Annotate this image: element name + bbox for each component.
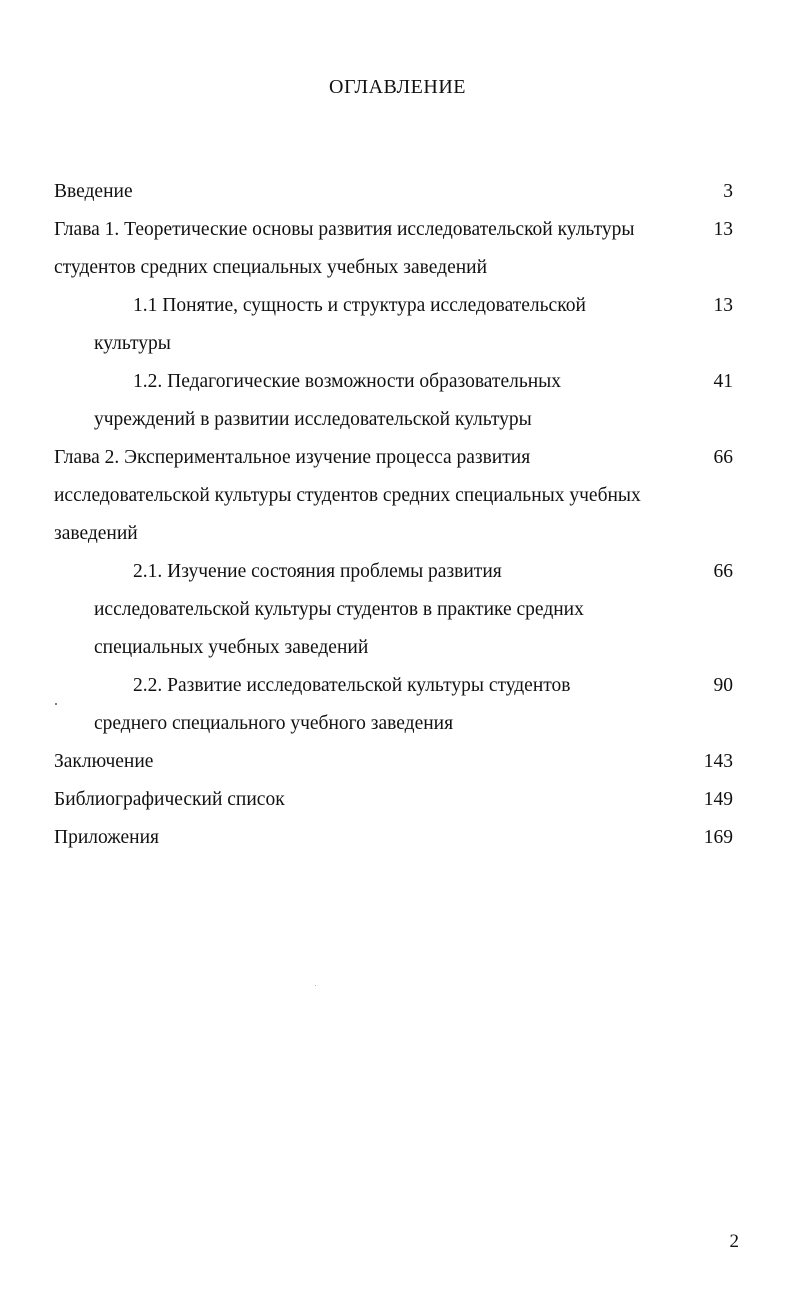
toc-section21-line2: исследовательской культуры студентов в практике средних (94, 599, 584, 620)
toc-section11-page: 13 (713, 295, 733, 316)
toc-section12-line2: учреждений в развитии исследовательской культуры (94, 409, 532, 430)
toc-bibliography-label: Библиографический список (54, 789, 285, 810)
toc-section12-page: 41 (713, 371, 733, 392)
toc-section11-line1: 1.1 Понятие, сущность и структура исследовательской (133, 295, 586, 316)
toc-chapter1-line2: студентов средних специальных учебных заведений (54, 257, 488, 278)
toc-chapter2-page: 66 (713, 447, 733, 468)
toc-chapter1-page: 13 (713, 219, 733, 240)
toc-section11-line2: культуры (94, 333, 171, 354)
toc-section22-page: 90 (713, 675, 733, 696)
toc-intro-page: 3 (723, 181, 733, 202)
toc-chapter2-line2: исследовательской культуры студентов средних специальных учебных (54, 485, 641, 506)
toc-intro-label: Введение (54, 181, 133, 202)
page-title: ОГЛАВЛЕНИЕ (329, 76, 466, 98)
toc-conclusion-page: 143 (703, 751, 733, 772)
toc-appendices-page: 169 (703, 827, 733, 848)
page-number: 2 (729, 1231, 739, 1252)
toc-bibliography-page: 149 (703, 789, 733, 810)
toc-section21-page: 66 (713, 561, 733, 582)
toc-chapter1-line1: Глава 1. Теоретические основы развития исследовательской культуры (54, 219, 635, 240)
toc-section21-line3: специальных учебных заведений (94, 637, 369, 658)
toc-section22-line2: среднего специального учебного заведения (94, 713, 454, 734)
scan-speck (55, 703, 57, 705)
scan-speck (315, 985, 316, 986)
toc-appendices-label: Приложения (54, 827, 159, 848)
toc-section12-line1: 1.2. Педагогические возможности образовательных (133, 371, 562, 392)
toc-conclusion-label: Заключение (54, 751, 154, 772)
toc-section21-line1: 2.1. Изучение состояния проблемы развития (133, 561, 502, 582)
toc-chapter2-line3: заведений (54, 523, 138, 544)
toc-section22-line1: 2.2. Развитие исследовательской культуры студентов (133, 675, 571, 696)
toc-chapter2-line1: Глава 2. Экспериментальное изучение процесса развития (54, 447, 531, 468)
